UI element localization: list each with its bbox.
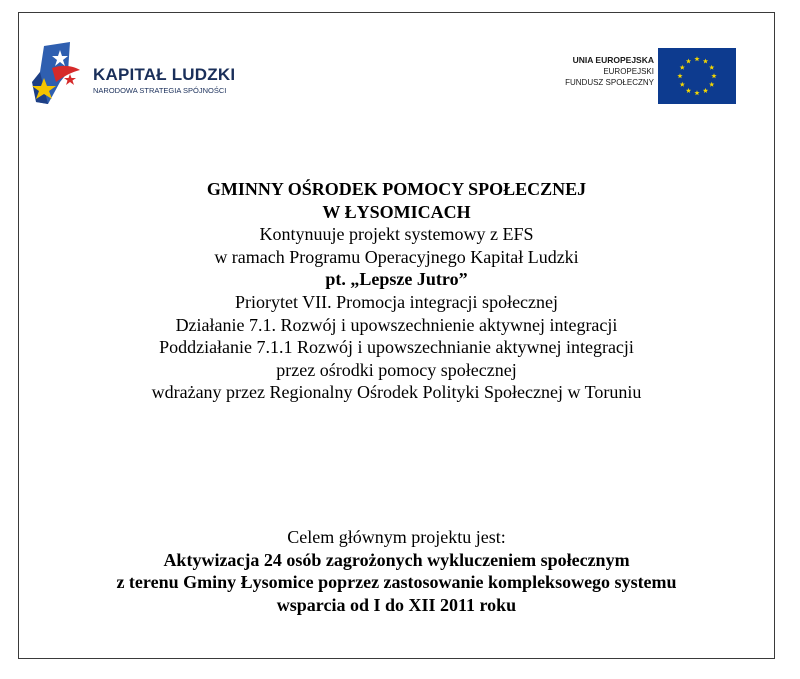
eu-line-2: EUROPEJSKI [603, 67, 654, 76]
detail-line: Poddziałanie 7.1.1 Rozwój i upowszechnianie aktywnej integracji [159, 337, 634, 358]
institution-name-line-2: W ŁYSOMICACH [322, 201, 471, 222]
description-line: Kontynuuje projekt systemowy z EFS [259, 224, 534, 245]
goal-intro: Celem głównym projektu jest: [287, 527, 506, 547]
eu-flag-icon [658, 48, 736, 104]
goal-line: Aktywizacja 24 osób zagrożonych wykluczeniem społecznym [163, 549, 630, 570]
description-line: w ramach Programu Operacyjnego Kapitał Ludzki [214, 246, 579, 267]
kapital-ludzki-logo [30, 42, 330, 112]
project-description [18, 178, 775, 404]
detail-line: Działanie 7.1. Rozwój i upowszechnienie aktywnej integracji [175, 314, 618, 335]
goal-line: z terenu Gminy Łysomice poprzez zastosowanie kompleksowego systemu [116, 572, 677, 593]
detail-line: Priorytet VII. Promocja integracji społecznej [234, 291, 559, 312]
institution-name-line-1: GMINNY OŚRODEK POMOCY SPOŁECZNEJ [206, 179, 587, 199]
eu-logo-text [565, 54, 654, 88]
kapital-ludzki-subtitle: NARODOWA STRATEGIA SPÓJNOŚCI [93, 86, 227, 95]
eu-line-3: FUNDUSZ SPOŁECZNY [565, 78, 654, 87]
project-goal [18, 526, 775, 616]
detail-line: wdrażany przez Regionalny Ośrodek Polityki Społecznej w Toruniu [151, 382, 642, 403]
kapital-ludzki-stars-icon [30, 42, 90, 108]
goal-line: wsparcia od I do XII 2011 roku [276, 594, 517, 615]
kapital-ludzki-title: KAPITAŁ LUDZKI [93, 65, 236, 84]
eu-logo [520, 48, 740, 108]
project-name: pt. „Lepsze Jutro” [325, 269, 468, 290]
detail-line: przez ośrodki pomocy społecznej [276, 359, 517, 380]
eu-line-1: UNIA EUROPEJSKA [572, 55, 654, 65]
